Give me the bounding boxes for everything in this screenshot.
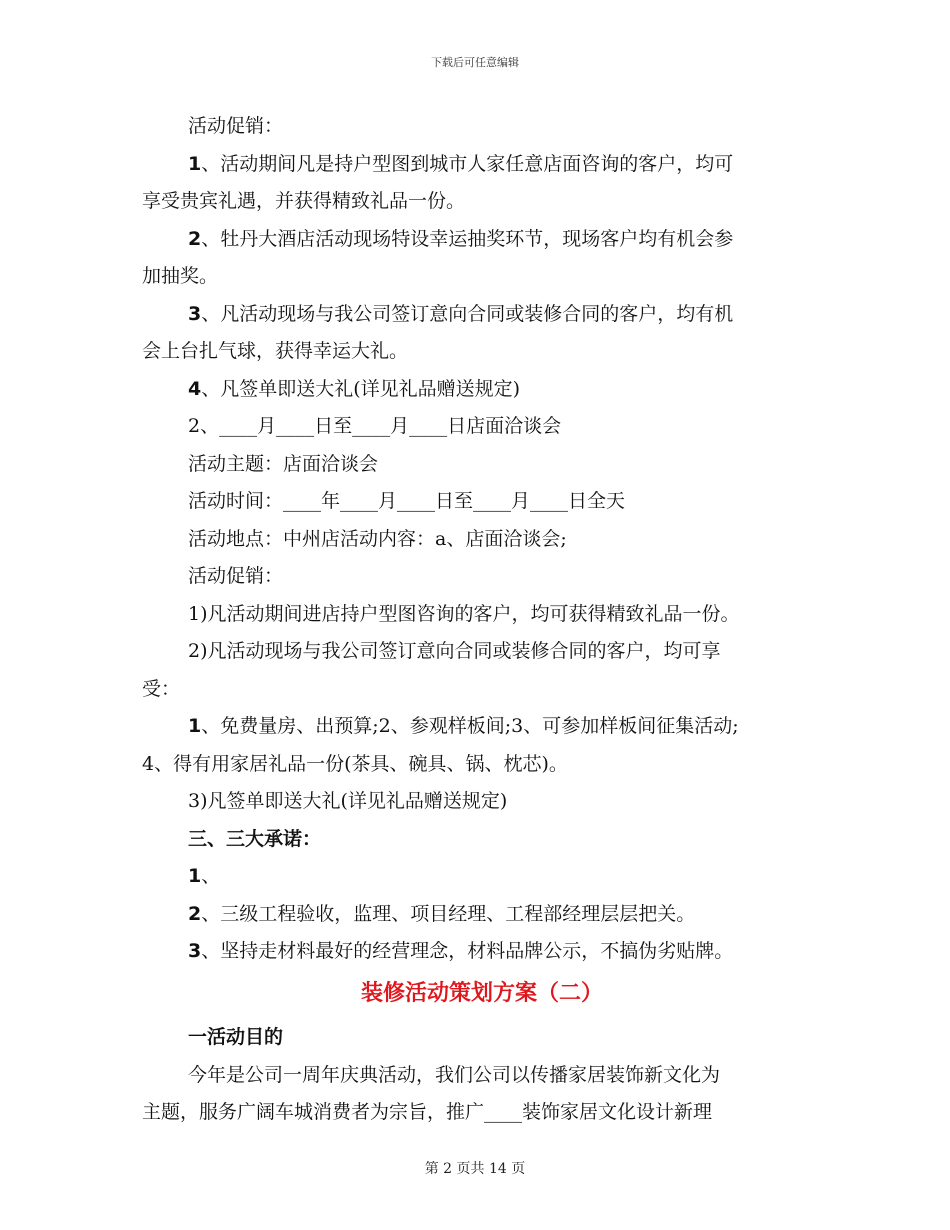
line-text: 活动主题：店面洽谈会	[188, 452, 379, 475]
text-line	[142, 596, 822, 634]
line-text: 享受贵宾礼遇，并获得精致礼品一份。	[142, 190, 466, 212]
text-line	[142, 783, 822, 821]
text-line	[142, 821, 822, 859]
page-header: 下载后可任意编辑	[431, 56, 519, 69]
item-number: 2	[188, 902, 202, 925]
page-footer: 第 2 页共 14 页	[424, 1161, 526, 1177]
line-text: 活动促销：	[188, 115, 284, 137]
text-line	[142, 633, 822, 671]
item-number: 1	[188, 865, 202, 887]
section-heading: 一活动目的	[188, 1025, 284, 1048]
text-line	[142, 1094, 822, 1132]
line-text: 受：	[142, 677, 181, 700]
text-line	[142, 108, 822, 146]
line-text: 1)凡活动期间进店持户型图咨询的客户，均可获得精致礼品一份。	[188, 602, 740, 625]
line-text: 加抽奖。	[142, 265, 219, 287]
line-text: 会上台扎气球，获得幸运大礼。	[142, 340, 409, 362]
line-text: 、凡活动现场与我公司签订意向合同或装修合同的客户，均有机	[201, 302, 734, 325]
line-text: 、牡丹大酒店活动现场特设幸运抽奖环节，现场客户均有机会参	[201, 227, 734, 250]
line-text: 、凡签单即送大礼(详见礼品赠送规定)	[201, 377, 521, 400]
text-line	[142, 183, 822, 221]
text-line	[142, 483, 822, 521]
item-number: 1	[188, 715, 202, 737]
text-line	[142, 933, 822, 971]
text-line	[142, 221, 822, 259]
item-number: 3	[188, 940, 202, 962]
text-line	[142, 521, 822, 559]
text-line	[142, 446, 822, 484]
line-text: 活动时间：____年____月____日至____月____日全天	[188, 490, 626, 512]
line-text: 4、得有用家居礼品一份(茶具、碗具、锅、枕芯)。	[142, 752, 568, 775]
text-line	[142, 671, 822, 709]
item-number: 4	[188, 377, 202, 400]
text-line	[142, 258, 822, 296]
line-text: 、三级工程验收，监理、项目经理、工程部经理层层把关。	[201, 902, 696, 925]
line-text: 2)凡活动现场与我公司签订意向合同或装修合同的客户，均可享	[188, 640, 721, 662]
paragraph-block-tail	[142, 1057, 822, 1132]
text-line	[142, 333, 822, 371]
line-text: 、免费量房、出预算;2、参观样板间;3、可参加样板间征集活动;	[201, 715, 739, 737]
line-text: 、坚持走材料最好的经营理念，材料品牌公示，不搞伪劣贴牌。	[201, 940, 734, 962]
line-text: 三、三大承诺：	[188, 827, 322, 850]
text-line	[142, 558, 822, 596]
text-line	[142, 408, 822, 446]
text-line	[142, 708, 822, 746]
line-text: 主题，服务广阔车城消费者为宗旨，推广____装饰家居文化设计新理	[142, 1101, 713, 1123]
document-body	[142, 108, 822, 1132]
item-number: 3	[188, 302, 202, 325]
item-number: 1	[188, 152, 202, 175]
line-text: 、活动期间凡是持户型图到城市人家任意店面咨询的客户，均可	[201, 152, 734, 175]
text-line	[142, 146, 822, 184]
section-title: 装修活动策划方案（二）	[360, 980, 603, 1006]
text-line	[142, 1057, 822, 1095]
item-number: 2	[188, 227, 202, 250]
paragraph-block	[142, 108, 822, 971]
text-line	[142, 858, 822, 896]
line-text: 2、____月____日至____月____日店面洽谈会	[188, 415, 562, 437]
line-text: 3)凡签单即送大礼(详见礼品赠送规定)	[188, 790, 508, 812]
line-text: 、	[201, 865, 221, 887]
text-line	[142, 896, 822, 934]
line-text: 今年是公司一周年庆典活动，我们公司以传播家居装饰新文化为	[188, 1063, 721, 1086]
line-text: 活动地点：中州店活动内容：a、店面洽谈会;	[188, 527, 567, 550]
line-text: 活动促销：	[188, 565, 284, 587]
text-line	[142, 371, 822, 409]
text-line	[142, 296, 822, 334]
text-line	[142, 746, 822, 784]
